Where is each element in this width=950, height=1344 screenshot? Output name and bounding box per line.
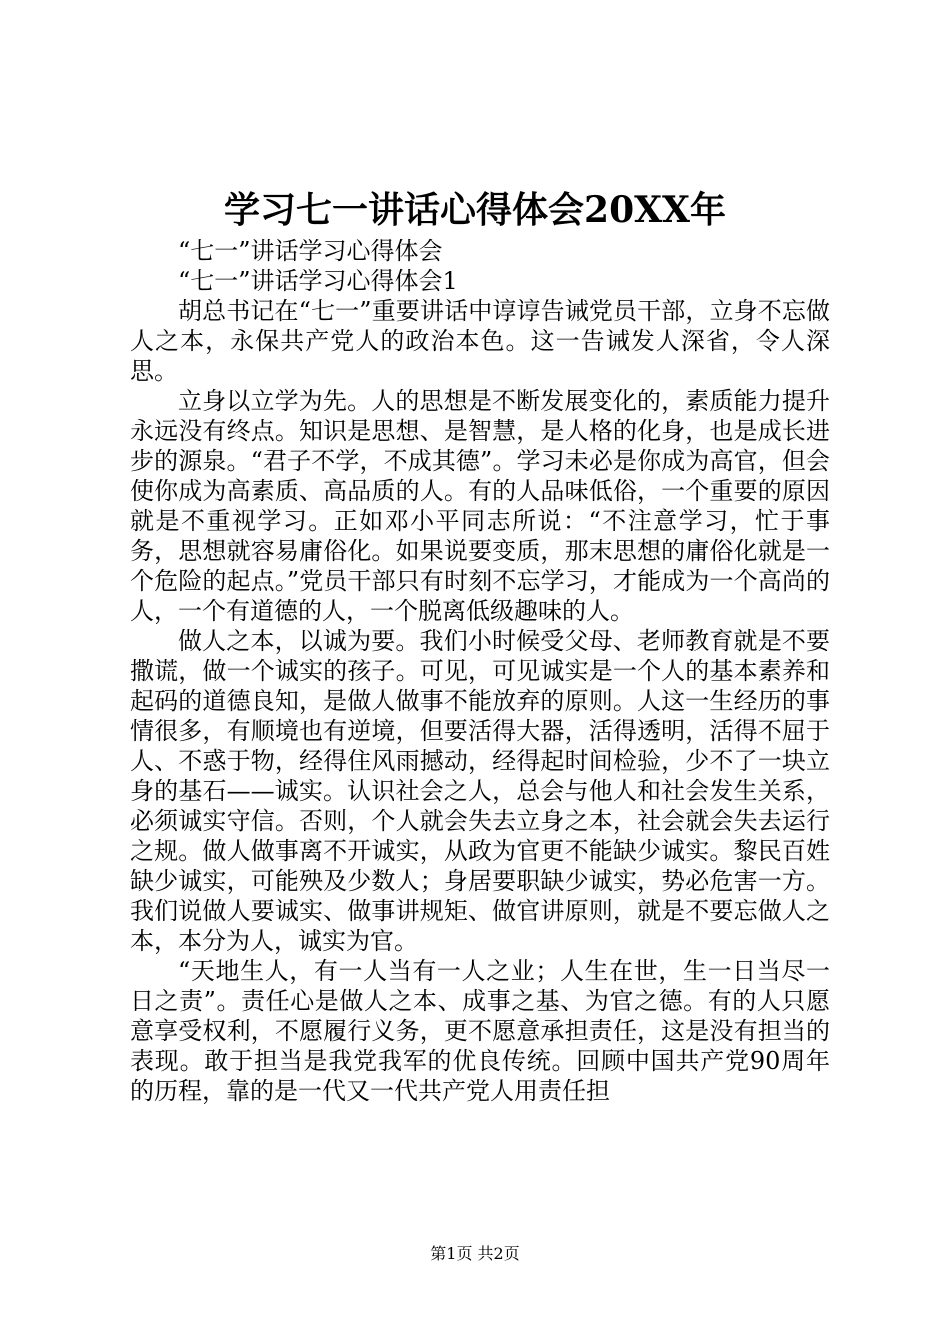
page-footer: 第1页 共2页 <box>430 1244 520 1263</box>
document-title: 学习七一讲话心得体会20XX年 <box>224 189 726 231</box>
paragraph-subtitle-1: “七一”讲话学习心得体会1 <box>178 267 458 295</box>
paragraph: 胡总书记在“七一”重要讲话中谆谆告诫党员干部，立身不忘做人之本，永保共产党人的政治本色。这一告诫发人深省，令人深思。 <box>130 297 830 385</box>
paragraph-subtitle: “七一”讲话学习心得体会 <box>178 237 443 265</box>
paragraph: “天地生人，有一人当有一人之业；人生在世，生一日当尽一日之责”。责任心是做人之本、成事之基、为官之德。有的人只愿意享受权利，不愿履行义务，更不愿意承担责任，这是没有担当的表现。敢于担当是我党我军的优良传统。回顾中国共产党90周年的历程，靠的是一代又一代共产党人用责任担 <box>130 957 830 1105</box>
paragraph: 立身以立学为先。人的思想是不断发展变化的，素质能力提升永远没有终点。知识是思想、是智慧，是人格的化身，也是成长进步的源泉。“君子不学，不成其德”。学习未必是你成为高官，但会使你成为高素质、高品质的人。有的人品味低俗，一个重要的原因就是不重视学习。正如邓小平同志所说：“不注意学习，忙于事务，思想就容易庸俗化。如果说要变质，那末思想的庸俗化就是一个危险的起点。”党员干部只有时刻不忘学习，才能成为一个高尚的人，一个有道德的人，一个脱离低级趣味的人。 <box>130 387 830 625</box>
document-body <box>130 236 830 1106</box>
paragraph: 做人之本，以诚为要。我们小时候受父母、老师教育就是不要撒谎，做一个诚实的孩子。可见，可见诚实是一个人的基本素养和起码的道德良知，是做人做事不能放弃的原则。人这一生经历的事情很多，有顺境也有逆境，但要活得大器，活得透明，活得不屈于人、不惑于物，经得住风雨撼动，经得起时间检验，少不了一块立身的基石——诚实。认识社会之人，总会与他人和社会发生关系，必须诚实守信。否则，个人就会失去立身之本，社会就会失去运行之规。做人做事离不开诚实，从政为官更不能缺少诚实。黎民百姓缺少诚实，可能殃及少数人；身居要职缺少诚实，势必危害一方。我们说做人要诚实、做事讲规矩、做官讲原则，就是不要忘做人之本，本分为人，诚实为官。 <box>130 627 830 955</box>
